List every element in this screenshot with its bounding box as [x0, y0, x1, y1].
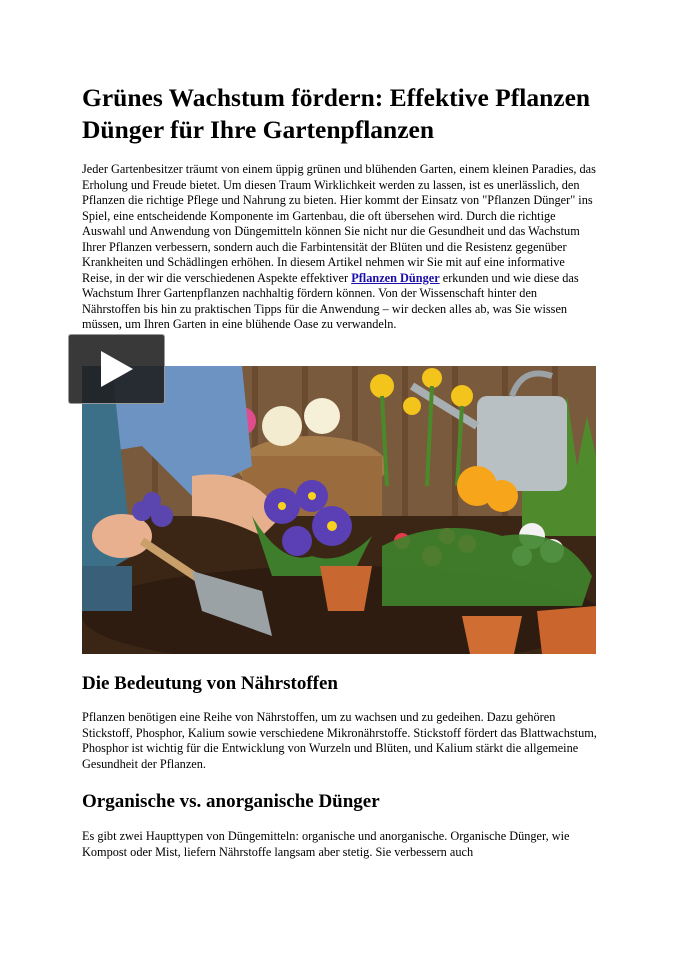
- video-play-button[interactable]: [68, 334, 165, 404]
- section-heading-duenger-typen: Organische vs. anorganische Dünger: [82, 791, 380, 812]
- section-heading-naehrstoffe: Die Bedeutung von Nährstoffen: [82, 673, 338, 694]
- article-title: Grünes Wachstum fördern: Effektive Pflanzen Dünger für Ihre Gartenpflanzen: [82, 83, 591, 144]
- intro-text-start: Jeder Gartenbesitzer träumt von einem üppig grünen und blühenden Garten, einem kleinen Paradies, das Erholung und Freude bietet. Um diesen Traum Wirklichkeit werden zu lassen, ist es unerlässlich, den Pflanzen die richtige Pflege und Nahrung zu bieten. Hier kommt der Einsatz von "Pflanzen Dünger" ins Spiel, eine entscheidende Komponente im Gartenbau, die oft übersehen wird. Durch die richtige Auswahl und Anwendung von Düngemitteln können Sie nicht nur die Gesundheit und das Wachstum Ihrer Pflanzen verbessern, sondern auch die Farbintensität der Blüten und die Resistenz gegenüber Krankheiten und Schädlingen erhöhen. In diesem Artikel nehmen wir Sie mit auf eine informative Reise, in der wir die verschiedenen Aspekte effektiver: [82, 162, 596, 285]
- section-paragraph-duenger-typen: Es gibt zwei Haupttypen von Düngemitteln: organische und anorganische. Organische Dünger, wie Kompost oder Mist, liefern Nährstoffe langsam aber stetig. Sie verbessern auch: [82, 829, 570, 859]
- intro-text-end: erkunden und wie diese das Wachstum Ihrer Gartenpflanzen nachhaltig fördern können. Von der Wissenschaft hinter den Nährstoffen bis hin zu praktischen Tipps für die Anwendung – wir decken alles ab, was Sie wissen müssen, um Ihren Garten in eine blühende Oase zu verwandeln.: [82, 270, 579, 331]
- garden-photo: [82, 366, 596, 654]
- pflanzen-duenger-link[interactable]: Pflanzen Dünger: [351, 270, 440, 285]
- section-paragraph-naehrstoffe: Pflanzen benötigen eine Reihe von Nährstoffen, um zu wachsen und zu gedeihen. Dazu gehören Stickstoff, Phosphor, Kalium sowie verschiedene Mikronährstoffe. Stickstoff fördert das Blattwachstum, Phosphor ist wichtig für die Entwicklung von Wurzeln und Blüten, und Kalium stärkt die allgemeine Gesundheit der Pflanzen.: [82, 710, 597, 771]
- play-icon: [99, 349, 135, 389]
- intro-paragraph: [82, 162, 598, 333]
